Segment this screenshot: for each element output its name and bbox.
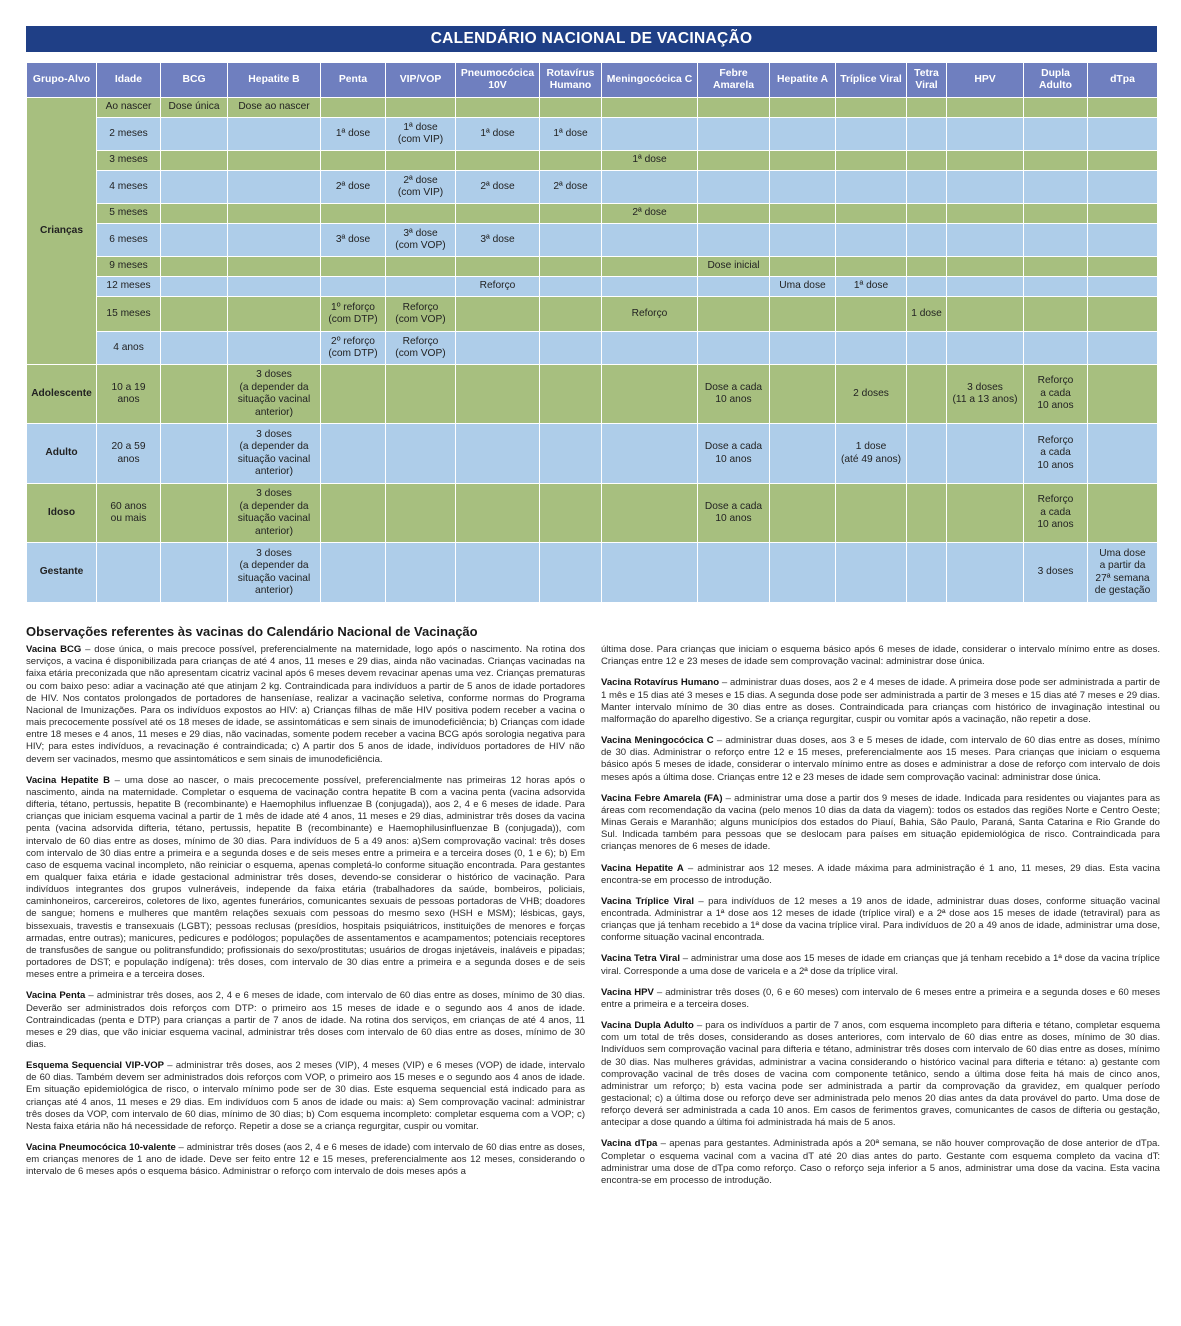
dose-cell	[1024, 297, 1088, 332]
dose-cell	[698, 171, 770, 204]
table-row	[27, 332, 1158, 365]
dose-cell	[602, 118, 698, 151]
dose-cell	[1088, 297, 1158, 332]
dose-cell	[321, 543, 386, 603]
dose-cell	[907, 484, 947, 543]
dose-cell	[540, 98, 602, 118]
dose-cell: 3 doses (a depender da situação vacinal anterior)	[228, 424, 321, 484]
dose-cell	[161, 171, 228, 204]
column-header: BCG	[161, 63, 228, 98]
dose-cell: 1ª dose	[836, 277, 907, 297]
dose-cell	[698, 204, 770, 224]
dose-cell	[321, 424, 386, 484]
note-paragraph	[26, 1060, 585, 1133]
dose-cell	[907, 171, 947, 204]
dose-cell	[540, 277, 602, 297]
dose-cell	[602, 424, 698, 484]
note-paragraph	[26, 775, 585, 982]
dose-cell: 2ª dose (com VIP)	[386, 171, 456, 204]
note-text: – apenas para gestantes. Administrada após a 20ª semana, se não houver comprovação de dose anterior de dTpa. Completar o esquema vacinal com a vacina dT até 20 dias antes do parto. Gestante com esquema completo da vacina dT: administrar uma dose de dTpa como reforço. Caso o reforço seja inferior a 5 anos, administrar uma dose da vacina. Esta vacina encontra-se em processo de introdução.	[601, 1138, 1160, 1186]
dose-cell: Dose única	[161, 98, 228, 118]
dose-cell	[228, 224, 321, 257]
note-vaccine-name: Vacina Dupla Adulto	[601, 1020, 694, 1032]
dose-cell	[540, 257, 602, 277]
dose-cell	[907, 151, 947, 171]
dose-cell	[228, 118, 321, 151]
dose-cell	[907, 118, 947, 151]
dose-cell	[161, 277, 228, 297]
dose-cell	[947, 484, 1024, 543]
dose-cell	[228, 257, 321, 277]
dose-cell	[836, 543, 907, 603]
age-cell: 12 meses	[97, 277, 161, 297]
column-header: Hepatite A	[770, 63, 836, 98]
dose-cell: Reforço (com VOP)	[386, 332, 456, 365]
dose-cell	[386, 98, 456, 118]
table-row	[27, 118, 1158, 151]
dose-cell	[540, 365, 602, 424]
note-vaccine-name: Vacina Tríplice Viral	[601, 895, 695, 907]
dose-cell	[1088, 151, 1158, 171]
age-cell: 20 a 59 anos	[97, 424, 161, 484]
dose-cell	[770, 365, 836, 424]
dose-cell	[161, 118, 228, 151]
note-vaccine-name: Vacina Hepatite A	[601, 862, 684, 874]
dose-cell	[540, 151, 602, 171]
note-text: – administrar três doses, aos 2, 4 e 6 meses de idade, com intervalo de 60 dias entre as doses, mínimo de 30 dias. Deverão ser administrados dois reforços com DTP: o primeiro aos 15 meses de idade e o segundo aos 4 anos de idade. Contraindicadas (penta e DTP) para crianças a partir de 7 anos de idade. Na rotina dos serviços, em crianças de até 4 anos, 11 meses e 29 dias, que vão iniciar esquema vacinal, administrar três doses com intervalo de 60 dias entre as doses, mínimo de 30 dias.	[26, 990, 586, 1050]
dose-cell	[456, 204, 540, 224]
table-row	[27, 365, 1158, 424]
age-cell: Ao nascer	[97, 98, 161, 118]
column-header: VIP/VOP	[386, 63, 456, 98]
dose-cell	[1088, 365, 1158, 424]
notes-column-right	[601, 644, 1160, 1196]
dose-cell	[161, 151, 228, 171]
note-paragraph	[601, 644, 1160, 668]
dose-cell	[698, 224, 770, 257]
note-text: – administrar uma dose aos 15 meses de idade em crianças que já tenham recebido a 1ª dose da vacina tríplice viral. Corresponde a uma dose de varicela e a 2ª dose da tríplice viral.	[601, 953, 1160, 977]
dose-cell	[386, 257, 456, 277]
dose-cell	[907, 365, 947, 424]
notes-section	[26, 626, 1160, 1316]
note-paragraph	[601, 735, 1160, 784]
dose-cell: Reforço (com VOP)	[386, 297, 456, 332]
dose-cell	[161, 543, 228, 603]
dose-cell	[1024, 332, 1088, 365]
note-text: – administrar uma dose a partir dos 9 meses de idade. Indicada para residentes ou viajantes para as áreas com recomendação da vacina (pelo menos 10 dias da data da viagem): todos os estados das regiões Norte e Centro Oeste; Minas Gerais e Maranhão; alguns municípios dos estados do Piauí, Bahia, São Paulo, Paraná, Santa Catarina e Rio Grande do Sul. Indicada também para pessoas que se deslocam para países em situação epidemiológica de risco. Contraindicada para crianças menores de 6 meses de idade.	[601, 792, 1161, 853]
page-title: CALENDÁRIO NACIONAL DE VACINAÇÃO	[26, 26, 1157, 52]
dose-cell: 1ª dose (com VIP)	[386, 118, 456, 151]
vaccination-table	[26, 62, 1158, 603]
dose-cell	[1024, 257, 1088, 277]
dose-cell	[770, 151, 836, 171]
notes-title: Observações referentes às vacinas do Calendário Nacional de Vacinação	[26, 624, 478, 639]
dose-cell	[228, 277, 321, 297]
dose-cell	[1024, 98, 1088, 118]
dose-cell	[698, 277, 770, 297]
dose-cell: 1ª dose	[456, 118, 540, 151]
dose-cell	[1024, 151, 1088, 171]
dose-cell: 3ª dose	[321, 224, 386, 257]
age-cell: 60 anos ou mais	[97, 484, 161, 543]
dose-cell	[540, 543, 602, 603]
dose-cell	[836, 118, 907, 151]
dose-cell	[836, 484, 907, 543]
dose-cell	[456, 424, 540, 484]
dose-cell	[1088, 332, 1158, 365]
dose-cell	[947, 543, 1024, 603]
dose-cell	[836, 332, 907, 365]
dose-cell	[836, 257, 907, 277]
note-paragraph	[26, 1142, 585, 1178]
table-row	[27, 257, 1158, 277]
dose-cell: Reforço	[602, 297, 698, 332]
dose-cell	[602, 365, 698, 424]
dose-cell	[698, 151, 770, 171]
dose-cell	[386, 277, 456, 297]
dose-cell	[1024, 277, 1088, 297]
dose-cell	[1024, 118, 1088, 151]
dose-cell	[602, 98, 698, 118]
dose-cell: 1ª dose	[321, 118, 386, 151]
dose-cell	[456, 543, 540, 603]
group-cell-adulto: Adulto	[27, 424, 97, 484]
age-cell: 6 meses	[97, 224, 161, 257]
dose-cell: 1 dose (até 49 anos)	[836, 424, 907, 484]
table-row	[27, 224, 1158, 257]
notes-column-left	[26, 644, 585, 1196]
note-text: – uma dose ao nascer, o mais precocemente possível, preferencialmente nas primeiras 12 horas após o nascimento, ainda na maternidade. Completar o esquema de vacinação contra hepatite B com a vacina penta (vacina adsorvida difteria, tétano, pertussis, hepatite B (recombinante) e Haemophilus influenzae B (conjugada)), aos 2, 4 e 6 meses de idade. Para crianças que iniciam esquema vacinal a partir de 1 mês de idade até 4 anos, 11 meses e 29 dias, administrar três doses da vacina penta (vacina adsorvida difteria, tétano, pertussis, hepatite B (recombinante) e Haemophilusinfluenzae B (conjugada)), com intervalo de 60 dias entre as doses, mínimo de 30 dias. Para indivíduos de 5 a 49 anos: a)Sem comprovação vacinal: três doses com intervalo de 30 dias entre a primeira e a segunda doses e de seis meses entre a primeira e a terceira doses (0, 1 e 6); b) Em caso de esquema vacinal incompleto, não reiniciar o esquema, apenas completá-lo conforme situação encontrada. Para gestantes em qualquer faixa etária e idade gestacional administrar três doses, devendo-se considerar o histórico de vacinação. Para indivíduos integrantes dos grupos vulneráveis, independe da faixa etária (trabalhadores da saúde, bombeiros, policiais, caminhoneiros, carcereiros, coletores de lixo, agentes funerários, comunicantes sexuais de pessoas portadoras de VHB; doadores de sangue; homens e mulheres que mantêm relações sexuais com pessoas do mesmo sexo (HSH e MSM); lésbicas, gays, bissexuais, travestis e transexuais (LGBT); pessoas reclusas (presídios, hospitais psiquiátricos, instituições de menores e forças armadas, entre outras); manicures, pedicures e podólogos; populações de assentamentos e acampamentos; potenciais receptores de transfusões de sangue ou politransfundido; profissionais do sexo/prostitutas; usuários de drogas injetáveis, inaláveis e pipadas; portadores de DST; e população indígena): três doses, com intervalo de 30 dias entre a primeira e a segunda doses e de seis meses entre a primeira e a terceira doses.	[26, 774, 586, 981]
note-vaccine-name: Vacina Febre Amarela (FA)	[601, 792, 723, 804]
dose-cell	[770, 424, 836, 484]
dose-cell	[456, 151, 540, 171]
dose-cell	[770, 332, 836, 365]
note-vaccine-name: Vacina Hepatite B	[26, 774, 111, 786]
column-header: Grupo-Alvo	[27, 63, 97, 98]
column-header: Febre Amarela	[698, 63, 770, 98]
dose-cell	[602, 277, 698, 297]
dose-cell	[540, 484, 602, 543]
dose-cell	[456, 332, 540, 365]
dose-cell	[907, 332, 947, 365]
age-cell: 9 meses	[97, 257, 161, 277]
dose-cell	[321, 98, 386, 118]
note-paragraph	[601, 1020, 1160, 1129]
column-header: Hepatite B	[228, 63, 321, 98]
dose-cell: Reforço	[456, 277, 540, 297]
note-paragraph	[601, 987, 1160, 1011]
dose-cell	[770, 204, 836, 224]
note-paragraph	[601, 1138, 1160, 1187]
note-text: – administrar aos 12 meses. A idade máxima para administração é 1 ano, 11 meses, 29 dias. Esta vacina encontra-se em processo de introdução.	[601, 862, 1161, 886]
dose-cell	[770, 98, 836, 118]
dose-cell	[698, 297, 770, 332]
dose-cell	[228, 297, 321, 332]
dose-cell	[228, 204, 321, 224]
dose-cell: 3 doses (a depender da situação vacinal anterior)	[228, 365, 321, 424]
note-paragraph	[601, 793, 1160, 854]
dose-cell: 1 dose	[907, 297, 947, 332]
dose-cell	[1088, 224, 1158, 257]
column-header: Dupla Adulto	[1024, 63, 1088, 98]
dose-cell	[947, 257, 1024, 277]
dose-cell: 1º reforço (com DTP)	[321, 297, 386, 332]
note-text: – administrar duas doses, aos 2 e 4 meses de idade. A primeira dose pode ser administrada a partir de 1 mês e 15 dias até 3 meses e 15 dias. A segunda dose pode ser administrada a partir de 3 meses e 15 dias até 7 meses e 29 dias. Manter intervalo mínimo de 30 dias entre as doses. Contraindicada para crianças com histórico de invaginação intestinal ou malformação do aparelho digestivo. Se a criança regurgitar, cuspir ou vomitar após a vacinação, não repetir a dose.	[601, 677, 1160, 725]
note-vaccine-name: Vacina Tetra Viral	[601, 953, 680, 965]
note-paragraph	[26, 644, 585, 766]
note-text: – para os indivíduos a partir de 7 anos, com esquema incompleto para difteria e tétano, completar esquema com um total de três doses, considerando as doses anteriores, com intervalo de 60 dias entre as doses, mínimo de 30 dias. Indivíduos sem comprovação vacinal para difteria e tétano, administrar três doses com intervalo de 60 dias entre as doses, mínimo de 30 dias. Nas mulheres grávidas, administrar a vacina considerando o histórico vacinal para difteria e tétano: a) gestante com comprovação vacinal de três doses de vacina com componente tetânico, sendo a última dose feita há mais de cinco anos, administrar um reforço; b) esta vacina pode ser administrada a partir da comprovação da gravidez, em qualquer período gestacional; c) a última dose ou reforço deve ser administrada pelo menos 20 dias antes da data provável do parto. Uma dose de reforço deverá ser administrada a cada 10 anos. Em casos de ferimentos graves, comunicantes de casos de difteria ou gestação, antecipar a dose quando a última foi administrada há mais de 5 anos.	[601, 1020, 1161, 1129]
column-header: Tríplice Viral	[836, 63, 907, 98]
column-header: Idade	[97, 63, 161, 98]
dose-cell	[161, 297, 228, 332]
dose-cell	[947, 171, 1024, 204]
note-vaccine-name: Vacina Rotavírus Humano	[601, 677, 720, 689]
dose-cell	[161, 257, 228, 277]
dose-cell	[770, 171, 836, 204]
dose-cell	[386, 424, 456, 484]
note-vaccine-name: Vacina BCG	[26, 644, 82, 656]
dose-cell: 3ª dose (com VOP)	[386, 224, 456, 257]
age-cell: 10 a 19 anos	[97, 365, 161, 424]
dose-cell: Reforço a cada 10 anos	[1024, 424, 1088, 484]
note-vaccine-name: Vacina dTpa	[601, 1138, 658, 1150]
dose-cell	[698, 543, 770, 603]
dose-cell	[836, 224, 907, 257]
note-text: – administrar duas doses, aos 3 e 5 meses de idade, com intervalo de 60 dias entre as doses, mínimo de 30 dias. Administrar o reforço entre 12 e 15 meses, preferencialmente aos 15 meses. Para crianças que iniciam o esquema básico após 5 meses de idade, considerar o intervalo mínimo entre as doses e administrar a dose de reforço com intervalo de dois meses após a última dose. Crianças entre 12 e 23 meses de idade sem comprovação vacinal: administrar dose única.	[601, 735, 1160, 783]
dose-cell	[161, 424, 228, 484]
dose-cell	[1024, 204, 1088, 224]
group-cell-gestante: Gestante	[27, 543, 97, 603]
dose-cell	[386, 484, 456, 543]
dose-cell	[1088, 484, 1158, 543]
dose-cell: 1ª dose	[540, 118, 602, 151]
table-row	[27, 151, 1158, 171]
dose-cell	[770, 543, 836, 603]
dose-cell	[386, 204, 456, 224]
age-cell: 15 meses	[97, 297, 161, 332]
dose-cell: Dose inicial	[698, 257, 770, 277]
dose-cell	[907, 277, 947, 297]
note-vaccine-name: Vacina Pneumocócica 10-valente	[26, 1142, 176, 1154]
dose-cell	[386, 543, 456, 603]
dose-cell	[161, 224, 228, 257]
dose-cell	[1088, 98, 1158, 118]
table-row	[27, 424, 1158, 484]
dose-cell	[947, 277, 1024, 297]
dose-cell	[602, 332, 698, 365]
dose-cell	[770, 297, 836, 332]
dose-cell	[947, 204, 1024, 224]
column-header: Pneumocócica 10V	[456, 63, 540, 98]
dose-cell	[836, 171, 907, 204]
dose-cell	[161, 332, 228, 365]
dose-cell	[321, 484, 386, 543]
dose-cell: Reforço a cada 10 anos	[1024, 365, 1088, 424]
group-cell-idoso: Idoso	[27, 484, 97, 543]
dose-cell	[321, 257, 386, 277]
dose-cell	[228, 151, 321, 171]
note-paragraph	[26, 990, 585, 1051]
dose-cell: Uma dose	[770, 277, 836, 297]
dose-cell	[907, 98, 947, 118]
dose-cell	[907, 424, 947, 484]
dose-cell	[947, 151, 1024, 171]
dose-cell	[698, 118, 770, 151]
note-text: – para indivíduos de 12 meses a 19 anos de idade, administrar duas doses, conforme situação vacinal encontrada. Administrar a 1ª dose aos 12 meses de idade (tríplice viral) e a 2ª dose aos 15 meses de idade (tetraviral) para as crianças que já tenham recebido a 1ª dose da vacina tríplice viral. Para indivíduos de 20 a 49 anos de idade, administrar uma dose, conforme situação vacinal encontrada.	[601, 895, 1160, 944]
note-text: última dose. Para crianças que iniciam o esquema básico após 6 meses de idade, considerar o intervalo mínimo entre as doses. Crianças entre 12 e 23 meses de idade sem comprovação vacinal: administrar dose única.	[601, 644, 1160, 668]
table-row	[27, 484, 1158, 543]
group-cell-adolescente: Adolescente	[27, 365, 97, 424]
dose-cell	[456, 98, 540, 118]
dose-cell	[836, 297, 907, 332]
dose-cell	[540, 332, 602, 365]
age-cell: 5 meses	[97, 204, 161, 224]
dose-cell	[456, 297, 540, 332]
age-cell: 4 anos	[97, 332, 161, 365]
age-cell: 4 meses	[97, 171, 161, 204]
dose-cell: 3 doses (a depender da situação vacinal anterior)	[228, 543, 321, 603]
dose-cell	[907, 204, 947, 224]
dose-cell: Dose a cada 10 anos	[698, 424, 770, 484]
dose-cell: Reforço a cada 10 anos	[1024, 484, 1088, 543]
dose-cell	[456, 484, 540, 543]
age-cell	[97, 543, 161, 603]
dose-cell	[907, 257, 947, 277]
dose-cell	[602, 257, 698, 277]
group-cell-criancas: Crianças	[27, 98, 97, 365]
dose-cell: Dose a cada 10 anos	[698, 484, 770, 543]
dose-cell: Dose a cada 10 anos	[698, 365, 770, 424]
dose-cell	[540, 204, 602, 224]
dose-cell	[386, 151, 456, 171]
dose-cell	[540, 424, 602, 484]
note-vaccine-name: Vacina Meningocócica C	[601, 735, 714, 747]
dose-cell	[540, 297, 602, 332]
age-cell: 2 meses	[97, 118, 161, 151]
dose-cell	[770, 484, 836, 543]
dose-cell	[540, 224, 602, 257]
dose-cell	[1088, 424, 1158, 484]
table-row	[27, 98, 1158, 118]
dose-cell	[456, 257, 540, 277]
dose-cell	[947, 297, 1024, 332]
age-cell: 3 meses	[97, 151, 161, 171]
dose-cell: 3 doses (a depender da situação vacinal anterior)	[228, 484, 321, 543]
column-header: HPV	[947, 63, 1024, 98]
dose-cell	[1088, 171, 1158, 204]
table-row	[27, 297, 1158, 332]
dose-cell	[602, 543, 698, 603]
table-row	[27, 204, 1158, 224]
dose-cell	[947, 118, 1024, 151]
note-text: – dose única, o mais precoce possível, preferencialmente na maternidade, logo após o nascimento. Na rotina dos serviços, a vacina é disponibilizada para crianças de até 4 anos, 11 meses e 29 dias, ainda não vacinadas. Crianças vacinadas na faixa etária preconizada que não apresentam cicatriz vacinal após 6 meses devem revacinar apenas uma vez. Crianças prematuras ou com baixo peso: adiar a vacinação até que atinjam 2 kg. Contraindicada para indivíduos a partir de 5 anos de idade portadores de HIV. Nos contatos prolongados de portadores de hanseníase, realizar a vacinação seletiva, conforme normas do Programa Nacional de Imunizações. Para os indivíduos expostos ao HIV: a) Crianças filhas de mãe HIV positiva podem receber a vacina o mais precocemente possível até os 18 meses de idade, se assintomáticas e sem sinais de imunodeficiência; b) Crianças com idade entre 18 meses e 4 anos, 11 meses e 29 dias, não vacinadas, somente podem receber a vacina BCG após sorologia negativa para HIV; para estes indivíduos, a revacinação é contraindicada; c) A partir dos 5 anos de idade, indivíduos portadores de HIV não devem ser vacinados, mesmo que assintomáticos e sem sinais de imunodeficiência.	[26, 644, 585, 765]
dose-cell: Uma dose a partir da 27ª semana de gestação	[1088, 543, 1158, 603]
note-paragraph	[601, 896, 1160, 945]
dose-cell	[1088, 277, 1158, 297]
table-row	[27, 171, 1158, 204]
dose-cell	[907, 543, 947, 603]
dose-cell	[602, 224, 698, 257]
dose-cell: 1ª dose	[602, 151, 698, 171]
dose-cell: 2ª dose	[456, 171, 540, 204]
dose-cell	[161, 484, 228, 543]
note-vaccine-name: Vacina HPV	[601, 986, 654, 998]
dose-cell: 3 doses	[1024, 543, 1088, 603]
dose-cell	[1024, 224, 1088, 257]
dose-cell	[836, 98, 907, 118]
dose-cell	[770, 224, 836, 257]
dose-cell	[228, 171, 321, 204]
dose-cell: 3ª dose	[456, 224, 540, 257]
dose-cell	[698, 98, 770, 118]
dose-cell	[770, 257, 836, 277]
table-header-row	[27, 63, 1158, 98]
dose-cell	[770, 118, 836, 151]
dose-cell: 2 doses	[836, 365, 907, 424]
column-header: dTpa	[1088, 63, 1158, 98]
column-header: Tetra Viral	[907, 63, 947, 98]
dose-cell	[1088, 204, 1158, 224]
dose-cell	[161, 365, 228, 424]
note-paragraph	[601, 677, 1160, 726]
note-text: – administrar três doses (0, 6 e 60 meses) com intervalo de 6 meses entre a primeira e a segunda doses e 60 meses entre a primeira e a terceira doses.	[601, 986, 1160, 1010]
note-text: – administrar três doses (aos 2, 4 e 6 meses de idade) com intervalo de 60 dias entre as doses, em crianças menores de 1 ano de idade. Deve ser feito entre 12 e 15 meses, preferencialmente aos 12 meses, considerando o intervalo de 6 meses após o esquema básico. Administrar o reforço com intervalo de dois meses após a	[26, 1142, 585, 1178]
dose-cell	[836, 151, 907, 171]
dose-cell	[321, 365, 386, 424]
dose-cell	[698, 332, 770, 365]
table-row	[27, 543, 1158, 603]
dose-cell	[947, 224, 1024, 257]
dose-cell	[228, 332, 321, 365]
note-paragraph	[601, 953, 1160, 977]
dose-cell: 2ª dose	[540, 171, 602, 204]
dose-cell: Dose ao nascer	[228, 98, 321, 118]
dose-cell: 2ª dose	[602, 204, 698, 224]
column-header: Meningocócica C	[602, 63, 698, 98]
dose-cell	[161, 204, 228, 224]
column-header: Penta	[321, 63, 386, 98]
dose-cell	[321, 277, 386, 297]
dose-cell: 2º reforço (com DTP)	[321, 332, 386, 365]
dose-cell	[321, 204, 386, 224]
note-vaccine-name: Vacina Penta	[26, 990, 86, 1002]
dose-cell	[1088, 257, 1158, 277]
dose-cell	[1088, 118, 1158, 151]
note-vaccine-name: Esquema Sequencial VIP-VOP	[26, 1060, 165, 1072]
dose-cell	[947, 98, 1024, 118]
note-paragraph	[601, 863, 1160, 887]
note-text: – administrar três doses, aos 2 meses (VIP), 4 meses (VIP) e 6 meses (VOP) de idade, intervalo de 60 dias. Também devem ser administrados dois reforços com VOP, o primeiro aos 15 meses e o segundo aos 4 anos de idade. Em situação epidemiológica de risco, o intervalo mínimo pode ser de 30 dias. Este esquema sequencial está indicado para as crianças até 4 anos, 11 meses e 29 dias. Em indivíduos com 5 anos de idade ou mais: a) Sem comprovação vacinal: administrar três doses da VOP, com intervalo de 60 dias, mínimo de 30 dias; b) Com esquema incompleto: completar esquema com a VOP; c) Nesta faixa etária não há necessidade de reforço. Repetir a dose se a criança regurgitar, cuspir ou vomitar.	[26, 1060, 585, 1132]
dose-cell	[1024, 171, 1088, 204]
dose-cell	[836, 204, 907, 224]
table-row	[27, 277, 1158, 297]
dose-cell	[947, 332, 1024, 365]
dose-cell	[907, 224, 947, 257]
dose-cell	[321, 151, 386, 171]
dose-cell: 2ª dose	[321, 171, 386, 204]
dose-cell	[602, 171, 698, 204]
dose-cell	[456, 365, 540, 424]
dose-cell	[947, 424, 1024, 484]
dose-cell: 3 doses (11 a 13 anos)	[947, 365, 1024, 424]
column-header: Rotavírus Humano	[540, 63, 602, 98]
dose-cell	[602, 484, 698, 543]
dose-cell	[386, 365, 456, 424]
